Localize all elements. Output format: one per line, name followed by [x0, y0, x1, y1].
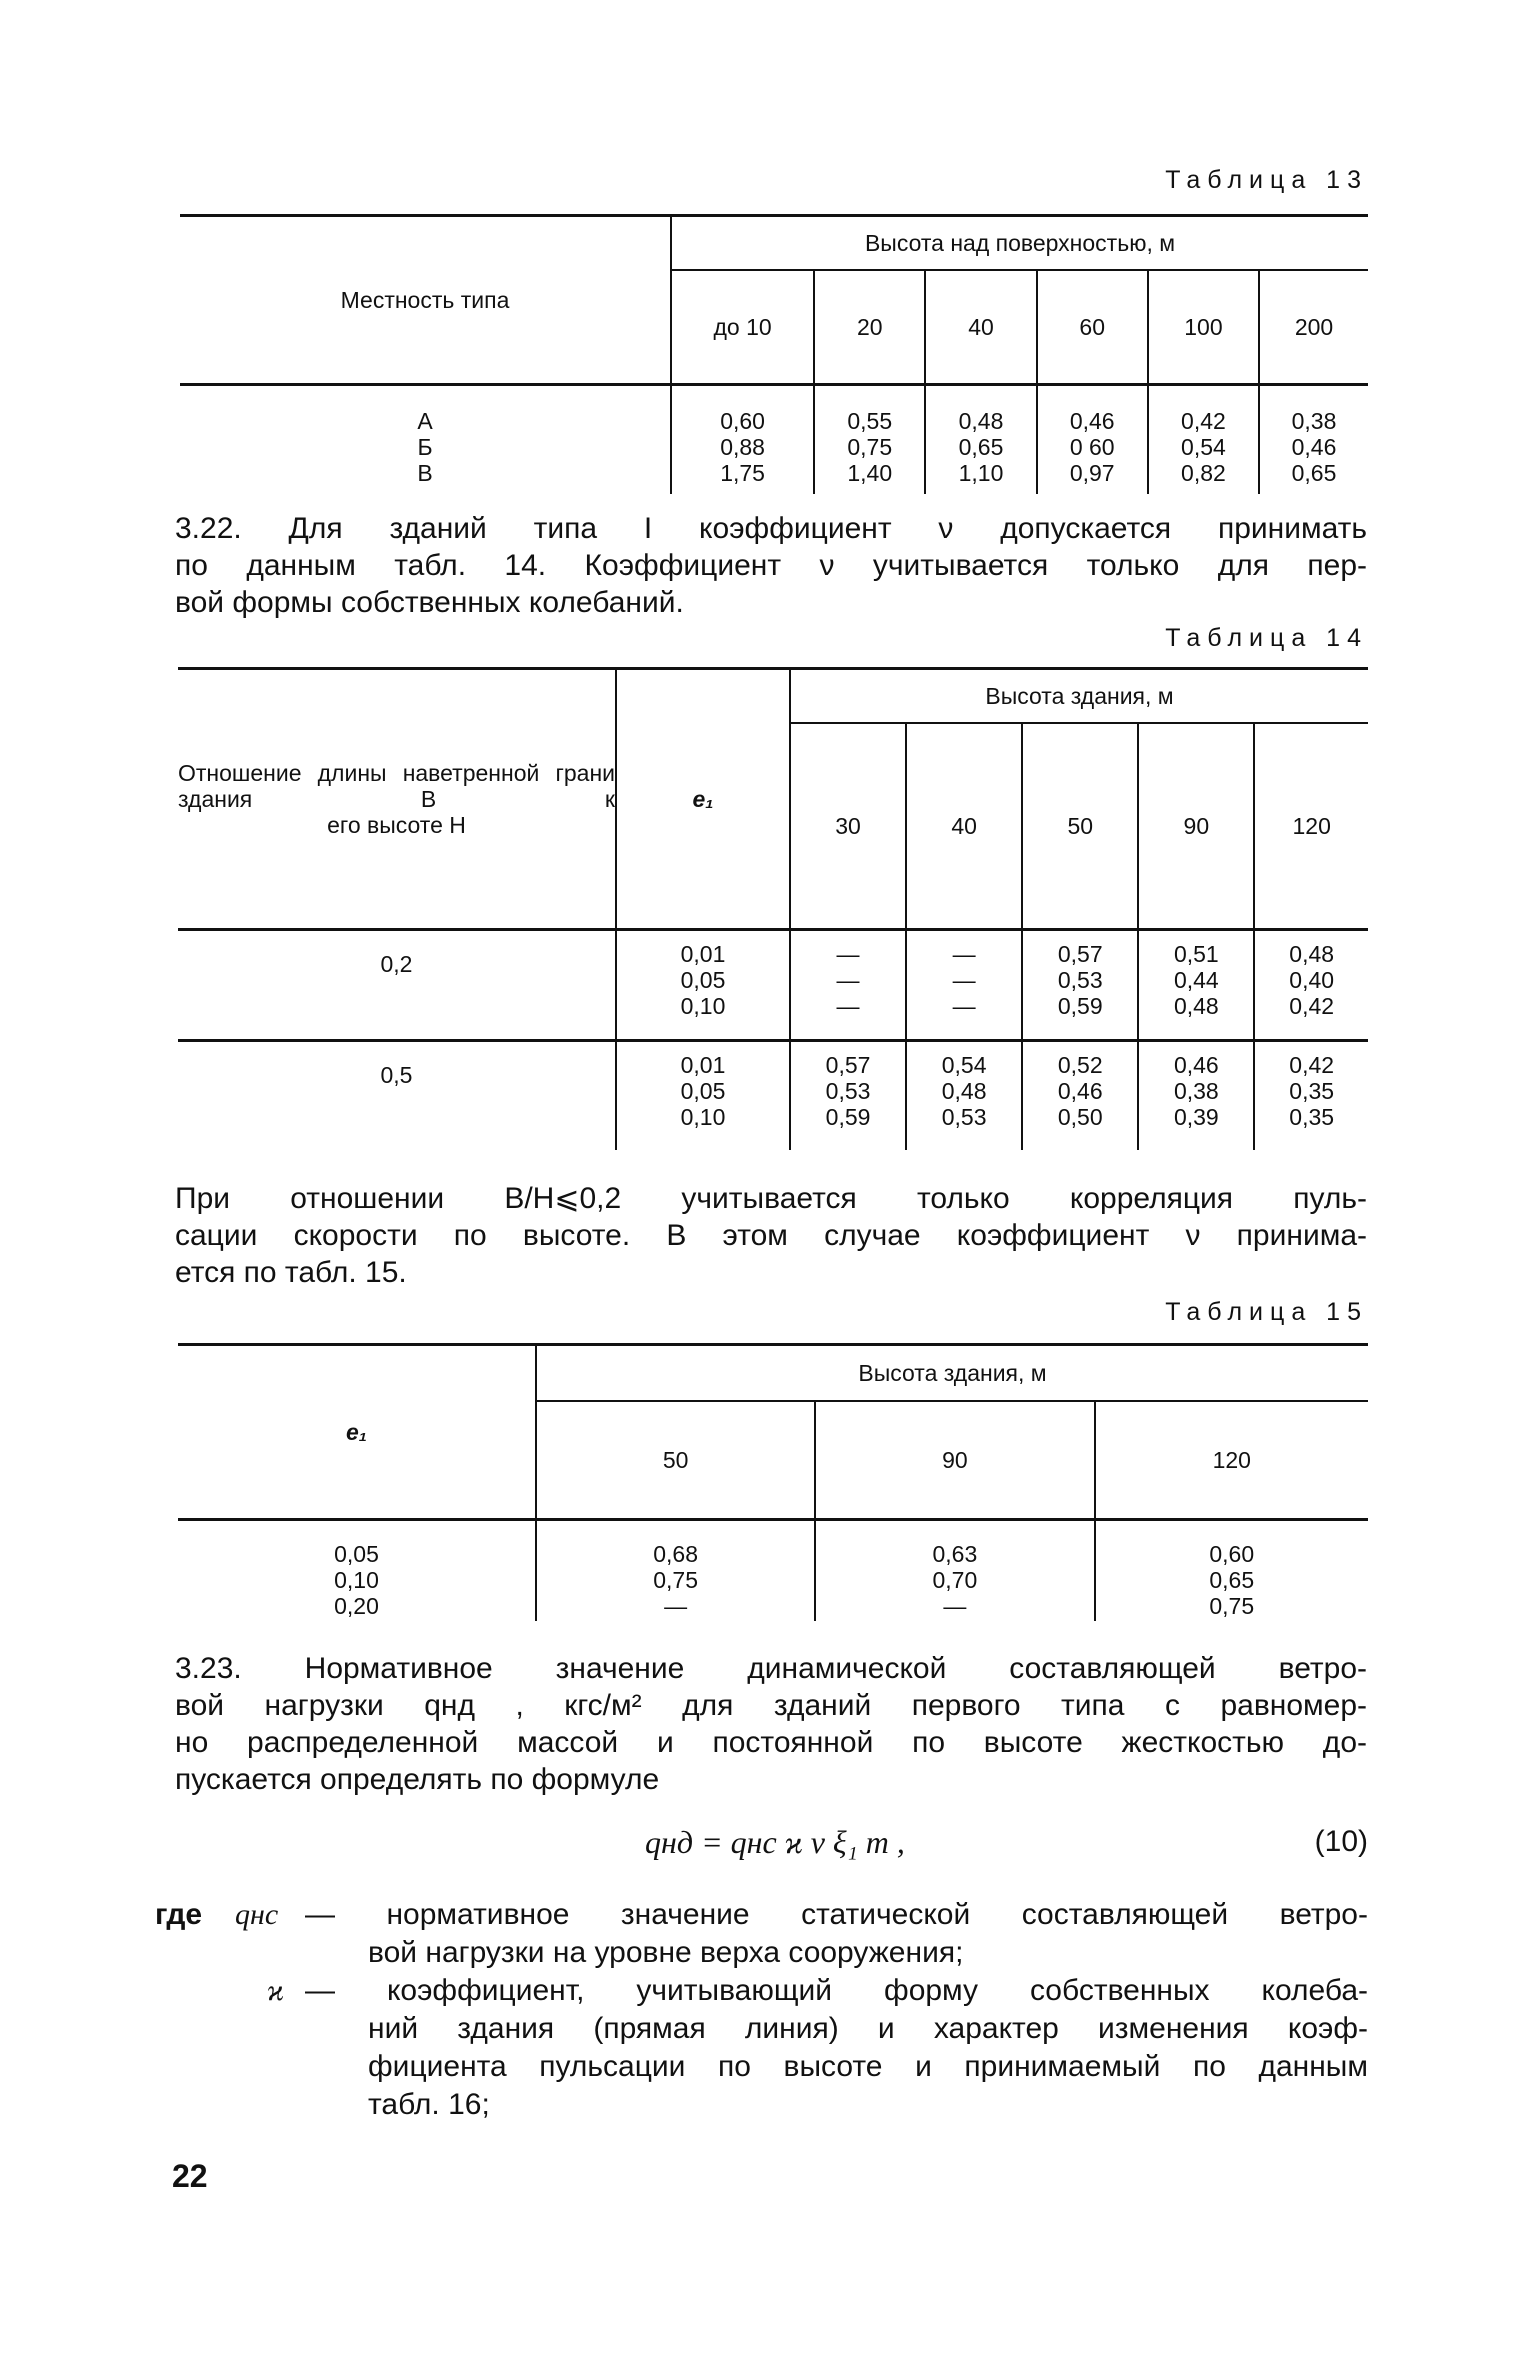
value-cell [814, 385, 925, 495]
cell-value: 0,65 [1209, 1567, 1255, 1593]
value-cell [790, 1041, 906, 1151]
cell-value: 0,57 [1057, 941, 1103, 967]
column-values [1023, 1052, 1137, 1130]
cell-value: 0,82 [1181, 460, 1226, 486]
e1-header: e₁ [616, 669, 790, 930]
cell-value: 0,53 [1057, 967, 1103, 993]
cell-value: 0,51 [1173, 941, 1219, 967]
cell-value: 0,68 [653, 1541, 698, 1567]
column-values [815, 408, 924, 486]
cell-value: — [952, 941, 976, 967]
cell-value: — [836, 993, 860, 1019]
cell-value: 0,63 [932, 1541, 978, 1567]
data-row [178, 1520, 1368, 1622]
column-header: 50 [1022, 723, 1138, 930]
data-row [180, 385, 1368, 495]
definition-line: ний здания (прямая линия) и характер изменения коэф- [368, 2012, 1368, 2045]
value-cell [1148, 385, 1259, 495]
value-cell [1254, 1041, 1368, 1151]
cell-value: 0,10 [334, 1567, 379, 1593]
ratio-cell: 0,5 [380, 1062, 413, 1088]
header-row [178, 1345, 1368, 1402]
column-header: 200 [1259, 270, 1368, 385]
column-values [791, 1052, 905, 1130]
table-13 [180, 214, 1368, 494]
cell-value: 0,75 [653, 1567, 698, 1593]
page-number: 22 [172, 2158, 208, 2194]
cell-value: 0,75 [1209, 1593, 1255, 1619]
table-14 [178, 667, 1368, 1150]
cell-value: 0,05 [680, 967, 726, 993]
column-values [1255, 941, 1368, 1019]
cell-value: 0,54 [1181, 434, 1226, 460]
text-line: 3.23. Нормативное значение динамической составляющей ветро- [175, 1652, 1367, 1685]
cell-value: 0,59 [1057, 993, 1103, 1019]
cell-value: 0,35 [1289, 1078, 1335, 1104]
row-labels-cell [180, 385, 671, 495]
cell-value: 0,65 [958, 434, 1004, 460]
cell-value: — [952, 993, 976, 1019]
table-15-caption: Таблица 15 [1165, 1298, 1368, 1326]
column-values [1038, 408, 1147, 486]
column-values [816, 1541, 1093, 1619]
cell-value: 0,65 [1291, 460, 1337, 486]
e1-cell [178, 1520, 536, 1622]
column-values [907, 941, 1021, 1019]
column-values [1139, 1052, 1253, 1130]
header-row [178, 669, 1368, 724]
column-values [791, 941, 905, 1019]
e1-cell [616, 930, 790, 1041]
column-header: 50 [536, 1401, 815, 1520]
cell-value: 1,10 [958, 460, 1004, 486]
column-header: 20 [814, 270, 925, 385]
column-values [1260, 408, 1368, 486]
cell-value: 0,75 [847, 434, 893, 460]
column-header: 100 [1148, 270, 1259, 385]
cell-value: 1,75 [720, 460, 765, 486]
cell-value: 0,20 [334, 1593, 379, 1619]
e1-values [617, 941, 789, 1019]
text-line: При отношении B/H⩽0,2 учитывается только корреляция пуль- [175, 1182, 1367, 1215]
cell-value: 0,50 [1057, 1104, 1103, 1130]
cell-value: 0,38 [1173, 1078, 1219, 1104]
row-header-line-1: Отношение длины наветренной грани здания B к [178, 760, 615, 812]
symbol-2: ϰ [267, 1974, 284, 2007]
where-definitions [155, 1896, 1368, 2126]
ratio-cell: 0,2 [178, 930, 616, 1041]
e1-values [178, 1541, 535, 1619]
cell-value: В [417, 460, 433, 486]
column-values [1255, 1052, 1368, 1130]
value-cell [790, 930, 906, 1041]
cell-value: 0,01 [680, 1052, 726, 1078]
e1-values [617, 1052, 789, 1130]
cell-value: 0,70 [932, 1567, 978, 1593]
column-header: 60 [1037, 270, 1148, 385]
value-cell [1022, 930, 1138, 1041]
cell-value: Б [417, 434, 433, 460]
cell-value: 0,10 [680, 993, 726, 1019]
definition-line: табл. 16; [368, 2088, 490, 2121]
definition-line: — нормативное значение статической составляющей ветро- [305, 1898, 1368, 1931]
cell-value: 0,35 [1289, 1104, 1335, 1130]
cell-value: — [836, 967, 860, 993]
column-values [672, 408, 813, 486]
value-cell [906, 930, 1022, 1041]
column-header: 40 [925, 270, 1036, 385]
formula-10: qнд = qнс ϰ ν ξ₁ m , [645, 1824, 905, 1860]
cell-value: 0,53 [941, 1104, 987, 1130]
column-header: 40 [906, 723, 1022, 930]
definition-line: фициента пульсации по высоте и принимаемый по данным [368, 2050, 1368, 2083]
value-cell [1095, 1520, 1369, 1622]
column-header: 120 [1095, 1401, 1369, 1520]
text-line: вой формы собственных колебаний. [175, 586, 684, 619]
column-values [907, 1052, 1021, 1130]
column-header: до 10 [671, 270, 814, 385]
cell-value: 0,46 [1057, 1078, 1103, 1104]
cell-value: 0,60 [1209, 1541, 1255, 1567]
column-values [926, 408, 1035, 486]
text-line: но распределенной массой и постоянной по высоте жесткостью до- [175, 1726, 1367, 1759]
cell-value: 0,46 [1173, 1052, 1219, 1078]
cell-value: 0 60 [1069, 434, 1115, 460]
cell-value: 0,42 [1289, 993, 1335, 1019]
value-cell [1138, 930, 1254, 1041]
cell-value: 0,05 [680, 1078, 726, 1104]
cell-value: 1,40 [847, 460, 893, 486]
cell-value: 0,10 [680, 1104, 726, 1130]
cell-value: 0,48 [1173, 993, 1219, 1019]
value-cell [1254, 930, 1368, 1041]
value-cell [1037, 385, 1148, 495]
table-14-caption: Таблица 14 [1165, 624, 1368, 652]
header-row [180, 216, 1368, 271]
value-cell [1259, 385, 1368, 495]
table-13-caption: Таблица 13 [1165, 166, 1368, 194]
cell-value: 0,60 [720, 408, 765, 434]
text-line: 3.22. Для зданий типа I коэффициент ν допускается принимать [175, 512, 1367, 545]
group-header: Высота здания, м [536, 1345, 1368, 1402]
cell-value: 0,54 [941, 1052, 987, 1078]
cell-value: 0,52 [1057, 1052, 1103, 1078]
cell-value: 0,40 [1289, 967, 1335, 993]
e1-header: e₁ [178, 1345, 536, 1520]
column-values [1096, 1541, 1369, 1619]
row-labels [180, 408, 670, 486]
cell-value: 0,01 [680, 941, 726, 967]
paragraph-3-23 [175, 1650, 1367, 1798]
text-line: вой нагрузки qнд , кгс/м² для зданий первого типа с равномер- [175, 1689, 1367, 1722]
value-cell [671, 385, 814, 495]
value-cell [536, 1520, 815, 1622]
cell-value: 0,05 [334, 1541, 379, 1567]
cell-value: 0,59 [825, 1104, 871, 1130]
cell-value: 0,42 [1181, 408, 1226, 434]
cell-value: 0,55 [847, 408, 893, 434]
definition-line: вой нагрузки на уровне верха сооружения; [368, 1936, 964, 1969]
cell-value: 0,39 [1173, 1104, 1219, 1130]
column-header: 30 [790, 723, 906, 930]
cell-value: 0,48 [958, 408, 1004, 434]
text-line: по данным табл. 14. Коэффициент ν учитывается только для пер- [175, 549, 1367, 582]
cell-value: 0,97 [1069, 460, 1115, 486]
cell-value: 0,46 [1291, 434, 1337, 460]
cell-value: — [664, 1593, 688, 1619]
value-cell [1022, 1041, 1138, 1151]
paragraph-bh-ratio [175, 1180, 1367, 1291]
row-header: Местность типа [180, 216, 671, 385]
cell-value: 0,44 [1173, 967, 1219, 993]
value-cell [815, 1520, 1094, 1622]
column-header: 90 [815, 1401, 1094, 1520]
definition-line: — коэффициент, учитывающий форму собственных колеба- [305, 1974, 1368, 2007]
cell-value: 0,38 [1291, 408, 1337, 434]
where-label: где [155, 1898, 203, 1931]
formula-number: (10) [1314, 1825, 1368, 1858]
cell-value: — [952, 967, 976, 993]
row-header-line-2: его высоте H [327, 812, 466, 838]
paragraph-3-22 [175, 510, 1367, 621]
value-cell [1138, 1041, 1254, 1151]
data-row [178, 930, 1368, 1041]
cell-value: — [836, 941, 860, 967]
group-header: Высота над поверхностью, м [671, 216, 1368, 271]
column-values [1023, 941, 1137, 1019]
text-line: пускается определять по формуле [175, 1763, 660, 1796]
column-header: 90 [1138, 723, 1254, 930]
cell-value: 0,46 [1069, 408, 1115, 434]
cell-value: 0,57 [825, 1052, 871, 1078]
text-line: ется по табл. 15. [175, 1256, 407, 1289]
cell-value: 0,88 [720, 434, 765, 460]
cell-value: 0,48 [1289, 941, 1335, 967]
column-values [537, 1541, 814, 1619]
row-header [178, 669, 616, 930]
cell-value: А [417, 408, 433, 434]
cell-value: 0,53 [825, 1078, 871, 1104]
column-header: 120 [1254, 723, 1368, 930]
column-values [1139, 941, 1253, 1019]
text-line: сации скорости по высоте. В этом случае коэффициент ν принима- [175, 1219, 1367, 1252]
value-cell [925, 385, 1036, 495]
column-values [1149, 408, 1258, 486]
symbol-1: qнс [235, 1898, 279, 1931]
data-row [178, 1041, 1368, 1151]
cell-value: 0,48 [941, 1078, 987, 1104]
cell-value: 0,42 [1289, 1052, 1335, 1078]
group-header: Высота здания, м [790, 669, 1368, 724]
cell-value: — [943, 1593, 967, 1619]
e1-cell [616, 1041, 790, 1151]
table-15 [178, 1343, 1368, 1621]
value-cell [906, 1041, 1022, 1151]
